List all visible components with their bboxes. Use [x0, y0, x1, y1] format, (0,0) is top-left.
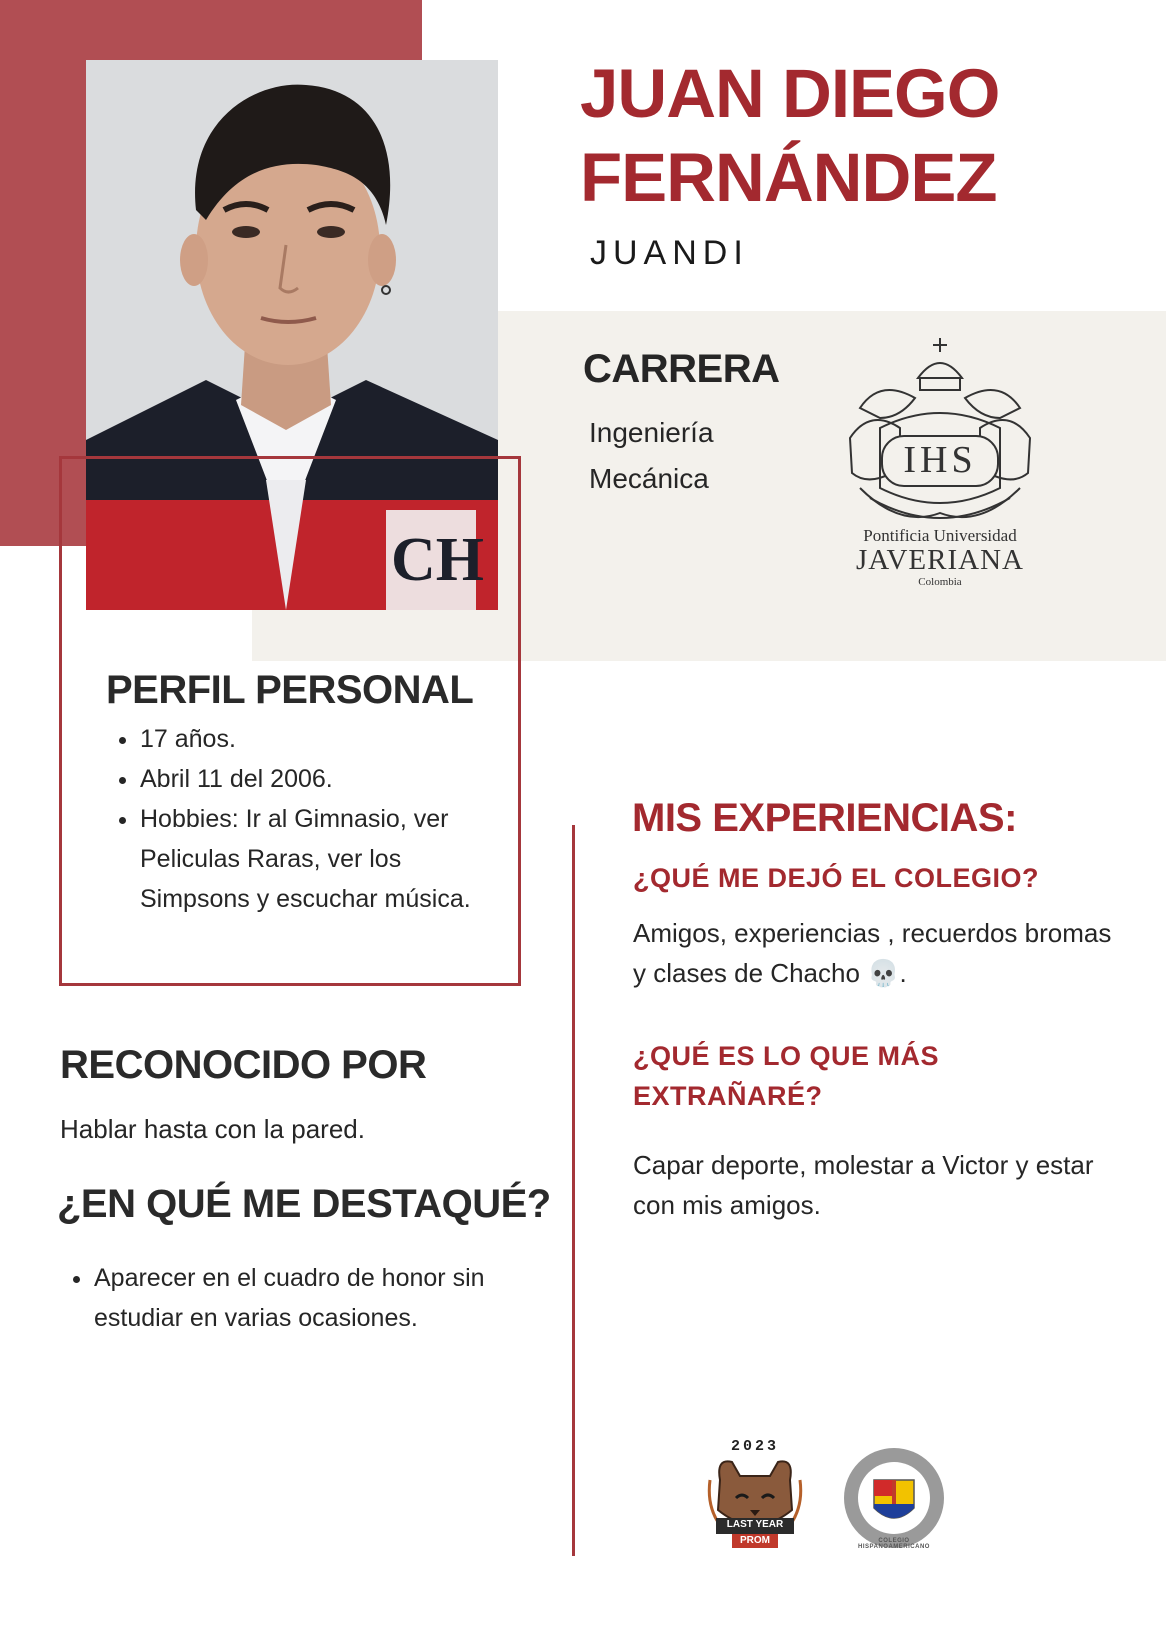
- profile-heading: PERFIL PERSONAL: [106, 668, 474, 712]
- highlight-list: [60, 1258, 520, 1338]
- university-line3: Colombia: [918, 576, 962, 588]
- career-name: Ingeniería Mecánica: [589, 417, 714, 494]
- prom-text-2: PROM: [740, 1535, 770, 1546]
- school-name: COLEGIO HISPANOAMERICANO: [858, 1538, 930, 1550]
- colegio-hispanoamericano-logo: [842, 1446, 946, 1550]
- student-name: JUAN DIEGO FERNÁNDEZ: [580, 55, 1000, 216]
- prom-year: 2023: [706, 1438, 804, 1455]
- profile-item: • Abril 11 del 2006.: [140, 759, 496, 799]
- recognized-heading: RECONOCIDO POR: [60, 1043, 427, 1087]
- highlight-heading: ¿EN QUÉ ME DESTAQUÉ?: [57, 1182, 551, 1226]
- school-shield-icon: [842, 1446, 946, 1550]
- student-nickname: JUANDI: [590, 234, 749, 272]
- university-line1: Pontificia Universidad: [863, 526, 1017, 545]
- prom-2023-logo: [706, 1440, 804, 1552]
- experiences-heading: MIS EXPERIENCIAS:: [632, 796, 1017, 840]
- question-miss: ¿QUÉ ES LO QUE MÁS EXTRAÑARÉ?: [633, 1041, 940, 1111]
- crest-monogram: IHS: [903, 439, 977, 481]
- svg-text:CH: CH: [391, 526, 484, 594]
- profile-section: [106, 668, 496, 919]
- profile-item: • Hobbies: Ir al Gimnasio, ver Peliculas Raras, ver los Simpsons y escuchar música.: [140, 799, 496, 919]
- career-heading: CARRERA: [583, 347, 780, 391]
- highlight-item: • Aparecer en el cuadro de honor sin estudiar en varias ocasiones.: [94, 1258, 520, 1338]
- profile-list: [106, 719, 496, 919]
- answer-miss: Capar deporte, molestar a Victor y estar con mis amigos.: [633, 1150, 1094, 1220]
- prom-text-1: LAST YEAR: [726, 1519, 784, 1530]
- column-divider: [572, 825, 575, 1556]
- javeriana-logo: [840, 338, 1040, 588]
- university-line2: JAVERIANA: [856, 544, 1024, 576]
- question-school: ¿QUÉ ME DEJÓ EL COLEGIO?: [633, 863, 1040, 893]
- answer-school: Amigos, experiencias , recuerdos bromas y clases de Chacho 💀.: [633, 918, 1112, 988]
- highlight-section: [60, 1258, 520, 1338]
- profile-item: • 17 años.: [140, 719, 496, 759]
- recognized-text: Hablar hasta con la pared.: [60, 1114, 365, 1144]
